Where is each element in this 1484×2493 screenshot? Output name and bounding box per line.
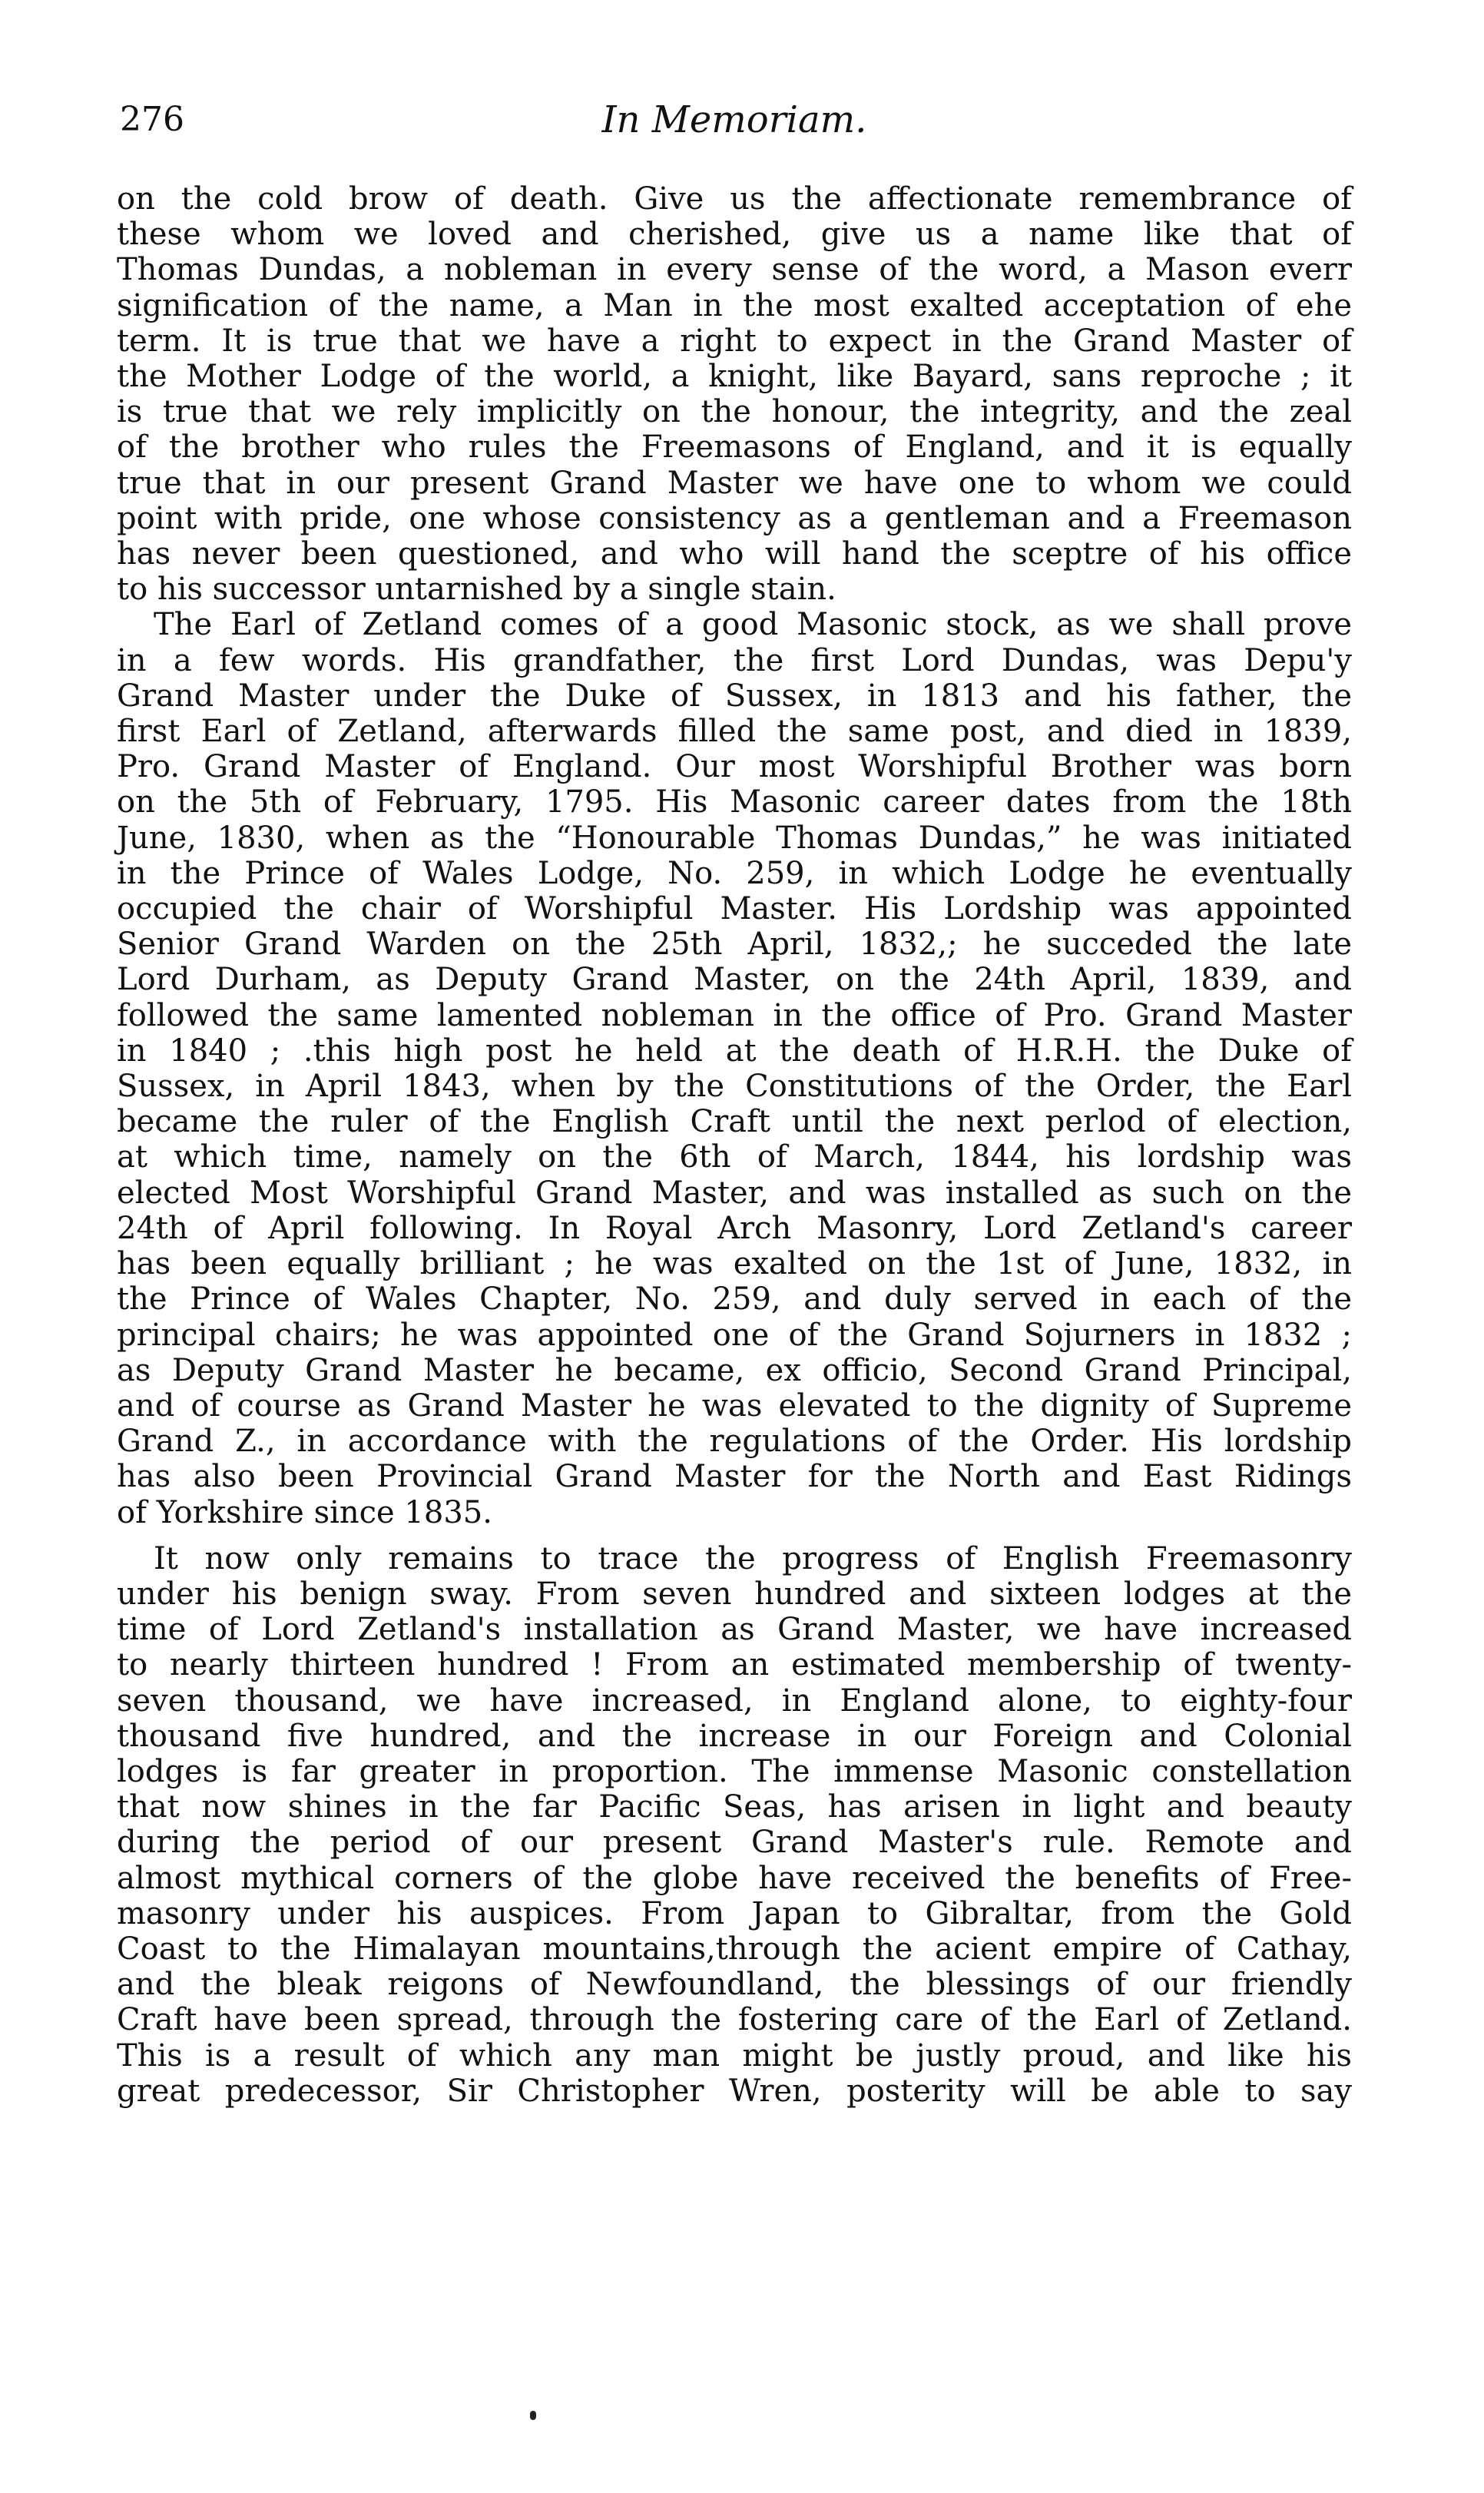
text-line: lodges is far greater in proportion. The immense Masonic constellation <box>117 1753 1352 1789</box>
page-header <box>120 97 1349 151</box>
text-line: became the ruler of the English Craft until the next perlod of election, <box>117 1104 1352 1140</box>
text-line: elected Most Worshipful Grand Master, and was installed as such on the <box>117 1175 1352 1211</box>
text-line: as Deputy Grand Master he became, ex officio, Second Grand Principal, <box>117 1352 1352 1388</box>
text-line: Thomas Dundas, a nobleman in every sense of the word, a Mason everr <box>117 252 1352 288</box>
body-text <box>117 181 1352 2109</box>
text-line: of the brother who rules the Freemasons of England, and it is equally <box>117 429 1352 466</box>
text-line: these whom we loved and cherished, give us a name like that of <box>117 217 1352 253</box>
text-line: in the Prince of Wales Lodge, No. 259, in which Lodge he eventually <box>117 855 1352 891</box>
text-line: Pro. Grand Master of England. Our most Worshipful Brother was born <box>117 749 1352 785</box>
text-line: Grand Master under the Duke of Sussex, in 1813 and his father, the <box>117 678 1352 714</box>
text-line: followed the same lamented nobleman in the office of Pro. Grand Master <box>117 997 1352 1033</box>
text-line: principal chairs; he was appointed one of the Grand Sojurners in 1832 ; <box>117 1317 1352 1353</box>
text-line: seven thousand, we have increased, in England alone, to eighty-four <box>117 1682 1352 1719</box>
text-line: has never been questioned, and who will hand the sceptre of his office <box>117 536 1352 572</box>
paragraph-3 <box>117 1541 1352 2109</box>
text-line: This is a result of which any man might be justly proud, and like his <box>117 2037 1352 2074</box>
text-line: to his successor untarnished by a single stain. <box>117 572 836 608</box>
text-line: and the bleak reigons of Newfoundland, the blessings of our friendly <box>117 1967 1352 2003</box>
text-line: has been equally brilliant ; he was exalted on the 1st of June, 1832, in <box>117 1246 1352 1282</box>
text-line: true that in our present Grand Master we have one to whom we could <box>117 465 1352 501</box>
ink-speck <box>530 2411 536 2420</box>
text-line: occupied the chair of Worshipful Master. His Lordship was appointed <box>117 891 1352 927</box>
text-line: term. It is true that we have a right to expect in the Grand Master of <box>117 323 1352 359</box>
text-line: signification of the name, a Man in the most exalted acceptation of ehe <box>117 287 1352 323</box>
text-line: Sussex, in April 1843, when by the Constitutions of the Order, the Earl <box>117 1069 1352 1105</box>
text-line: on the 5th of February, 1795. His Masonic career dates from the 18th <box>117 784 1352 821</box>
text-line: point with pride, one whose consistency as a gentleman and a Freemason <box>117 500 1352 536</box>
text-line: in 1840 ; .this high post he held at the death of H.R.H. the Duke of <box>117 1033 1352 1069</box>
text-line: June, 1830, when as the “Honourable Thomas Dundas,” he was initiated <box>117 820 1352 856</box>
paragraph-2 <box>117 607 1352 1530</box>
text-line: Grand Z., in accordance with the regulations of the Order. His lordship <box>117 1424 1352 1460</box>
text-line: and of course as Grand Master he was elevated to the dignity of Supreme <box>117 1387 1352 1424</box>
text-line: to nearly thirteen hundred ! From an estimated membership of twenty- <box>117 1647 1352 1683</box>
text-line: masonry under his auspices. From Japan to Gibraltar, from the Gold <box>117 1895 1352 1931</box>
page-number: 276 <box>120 100 184 139</box>
text-line: almost mythical corners of the globe have received the benefits of Free- <box>117 1860 1352 1896</box>
text-line: in a few words. His grandfather, the first Lord Dundas, was Depu'y <box>117 642 1352 678</box>
text-line: during the period of our present Grand Master's rule. Remote and <box>117 1825 1352 1861</box>
text-line: time of Lord Zetland's installation as Grand Master, we have increased <box>117 1612 1352 1648</box>
text-line: that now shines in the far Pacific Seas, has arisen in light and beauty <box>117 1789 1352 1825</box>
text-line: the Prince of Wales Chapter, No. 259, and duly served in each of the <box>117 1281 1352 1318</box>
running-title: In Memoriam. <box>601 98 867 141</box>
paragraph-1 <box>117 181 1352 607</box>
text-line: great predecessor, Sir Christopher Wren, posterity will be able to say <box>117 2073 1352 2109</box>
text-line: thousand five hundred, and the increase in our Foreign and Colonial <box>117 1718 1352 1754</box>
paragraph-gap <box>117 1530 1352 1541</box>
text-line: at which time, namely on the 6th of March, 1844, his lordship was <box>117 1139 1352 1175</box>
text-line: Lord Durham, as Deputy Grand Master, on the 24th April, 1839, and <box>117 962 1352 998</box>
text-line: of Yorkshire since 1835. <box>117 1494 492 1530</box>
text-line: It now only remains to trace the progress of English Freemasonry <box>154 1540 1352 1576</box>
text-line: Coast to the Himalayan mountains,through the acient empire of Cathay, <box>117 1931 1352 1967</box>
text-line: has also been Provincial Grand Master for the North and East Ridings <box>117 1459 1352 1495</box>
text-line: Senior Grand Warden on the 25th April, 1832,; he succeded the late <box>117 927 1352 963</box>
text-line: is true that we rely implicitly on the honour, the integrity, and the zeal <box>117 394 1352 430</box>
text-line: The Earl of Zetland comes of a good Masonic stock, as we shall prove <box>154 607 1352 643</box>
text-line: under his benign sway. From seven hundred and sixteen lodges at the <box>117 1576 1352 1612</box>
text-line: Craft have been spread, through the fostering care of the Earl of Zetland. <box>117 2002 1352 2038</box>
text-line: first Earl of Zetland, afterwards filled the same post, and died in 1839, <box>117 714 1352 750</box>
text-line: 24th of April following. In Royal Arch Masonry, Lord Zetland's career <box>117 1210 1352 1246</box>
text-line: the Mother Lodge of the world, a knight, like Bayard, sans reproche ; it <box>117 359 1352 395</box>
text-line: on the cold brow of death. Give us the affectionate remembrance of <box>117 181 1352 217</box>
